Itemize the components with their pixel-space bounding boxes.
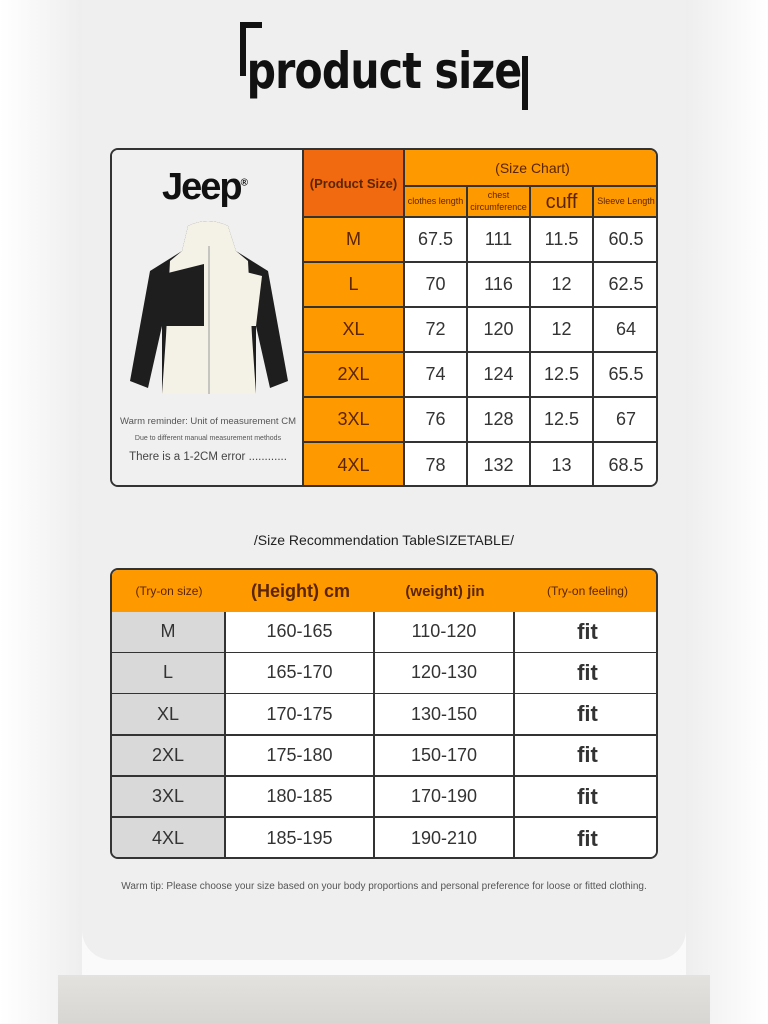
measurement-cell: 120 [468, 308, 531, 353]
measurement-cell: 72 [405, 308, 468, 353]
measurement-cell: 12.5 [531, 353, 594, 398]
recommend-cell: 165-170 [226, 653, 375, 695]
column-header-cuff: cuff [531, 187, 594, 218]
header-product-size: (Product Size) [304, 150, 405, 218]
fit-label: fit [577, 659, 598, 685]
note-methods: Due to different manual measurement methods [134, 435, 282, 442]
measurement-cell: 76 [405, 398, 468, 443]
recommend-cell: 120-130 [375, 653, 515, 695]
measurement-cell: 12 [531, 263, 594, 308]
measurement-cell: 116 [468, 263, 531, 308]
size-label: XL [304, 308, 405, 353]
size-label: 2XL [304, 353, 405, 398]
recommend-cell: 185-195 [226, 818, 375, 859]
recommend-title: /Size Recommendation TableSIZETABLE/ [253, 532, 515, 548]
jacket-image [128, 216, 290, 396]
measurement-cell: 12 [531, 308, 594, 353]
recommend-cell: XL [112, 694, 226, 736]
warm-tip: Warm tip: Please choose your size based on your body proportions and personal preference for loose or fitted clothing. [121, 881, 647, 892]
size-label: M [304, 218, 405, 263]
measurement-cell: 12.5 [531, 398, 594, 443]
fit-label: fit [577, 701, 598, 727]
column-header-chest-circumference: chest circumference [468, 187, 531, 218]
fit-label: fit [577, 825, 598, 851]
measurement-cell: 64 [594, 308, 658, 353]
fit-label: fit [577, 742, 598, 768]
header-3: (Try-on feeling) [515, 570, 658, 612]
measurement-cell: 70 [405, 263, 468, 308]
measurement-cell: 128 [468, 398, 531, 443]
fit-label: fit [577, 618, 598, 644]
fit-cell [515, 818, 658, 859]
product-panel [112, 150, 304, 485]
recommend-cell: 110-120 [375, 612, 515, 654]
bottom-strip [58, 975, 710, 1024]
size-recommendation-table [110, 568, 658, 859]
fit-cell [515, 777, 658, 819]
fit-cell [515, 736, 658, 778]
size-label: 4XL [304, 443, 405, 487]
recommend-cell: 150-170 [375, 736, 515, 778]
fit-label: fit [577, 783, 598, 809]
recommend-cell: 190-210 [375, 818, 515, 859]
measurement-cell: 68.5 [594, 443, 658, 487]
measurement-cell: 11.5 [531, 218, 594, 263]
column-header-sleeve-length: Sleeve Length [594, 187, 658, 218]
recommend-cell: 4XL [112, 818, 226, 859]
measurement-cell: 62.5 [594, 263, 658, 308]
measurement-cell: 124 [468, 353, 531, 398]
fit-cell [515, 694, 658, 736]
column-header-clothes-length: clothes length [405, 187, 468, 218]
measurement-cell: 74 [405, 353, 468, 398]
brand-logo: Jeep® [162, 166, 246, 208]
recommend-cell: 3XL [112, 777, 226, 819]
measurement-cell: 67.5 [405, 218, 468, 263]
measurement-cell: 60.5 [594, 218, 658, 263]
recommend-cell: L [112, 653, 226, 695]
recommend-cell: 170-175 [226, 694, 375, 736]
measurement-cell: 65.5 [594, 353, 658, 398]
recommend-cell: 160-165 [226, 612, 375, 654]
background-left [0, 0, 82, 1024]
note-error: There is a 1-2CM error ............ [129, 451, 287, 463]
measurement-cell: 132 [468, 443, 531, 487]
page-title: product size [246, 42, 522, 100]
note-unit: Warm reminder: Unit of measurement CM [120, 416, 296, 427]
recommend-cell: M [112, 612, 226, 654]
size-label: L [304, 263, 405, 308]
size-chart-table [110, 148, 658, 487]
background-right [686, 0, 768, 1024]
recommend-cell: 170-190 [375, 777, 515, 819]
measurement-cell: 67 [594, 398, 658, 443]
recommend-cell: 2XL [112, 736, 226, 778]
measurement-cell: 13 [531, 443, 594, 487]
fit-cell [515, 653, 658, 695]
fit-cell [515, 612, 658, 654]
recommend-cell: 180-185 [226, 777, 375, 819]
recommend-cell: 130-150 [375, 694, 515, 736]
header-0: (Try-on size) [112, 570, 226, 612]
size-label: 3XL [304, 398, 405, 443]
header-size-chart: (Size Chart) [405, 150, 658, 187]
measurement-cell: 111 [468, 218, 531, 263]
recommend-cell: 175-180 [226, 736, 375, 778]
header-1: (Height) cm [226, 570, 375, 612]
header-2: (weight) jin [375, 570, 515, 612]
measurement-cell: 78 [405, 443, 468, 487]
